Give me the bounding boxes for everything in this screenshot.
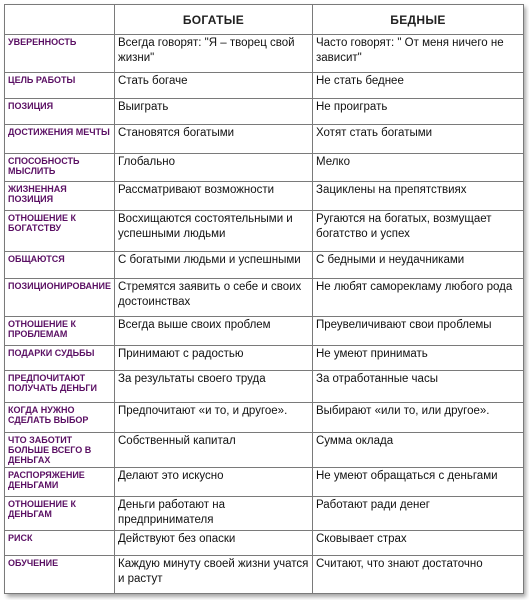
- poor-cell: Зациклены на препятствиях: [313, 182, 524, 211]
- rich-cell: Всегда говорят: "Я – творец свой жизни": [115, 35, 313, 73]
- table-row: [5, 345, 524, 371]
- poor-cell: Сковывает страх: [313, 530, 524, 556]
- table-row: [5, 99, 524, 125]
- table-row: [5, 433, 524, 468]
- poor-cell: Мелко: [313, 153, 524, 182]
- rich-vs-poor-table: [4, 4, 524, 594]
- row-label: РАСПОРЯЖЕНИЕ ДЕНЬГАМИ: [5, 468, 115, 497]
- poor-cell: Считают, что знают достаточно: [313, 556, 524, 594]
- table-row: [5, 72, 524, 99]
- poor-cell: Преувеличивают свои проблемы: [313, 316, 524, 345]
- table-row: [5, 35, 524, 73]
- poor-cell: Выбирают «или то, или другое».: [313, 402, 524, 433]
- table-row: [5, 210, 524, 251]
- table-row: [5, 496, 524, 530]
- rich-cell: Восхищаются состоятельными и успешными людьми: [115, 210, 313, 251]
- poor-cell: Ругаются на богатых, возмущает богатство и успех: [313, 210, 524, 251]
- table-row: [5, 468, 524, 497]
- row-label: СПОСОБНОСТЬ МЫСЛИТЬ: [5, 153, 115, 182]
- rich-cell: Становятся богатыми: [115, 124, 313, 153]
- rich-cell: Каждую минуту своей жизни учатся и растут: [115, 556, 313, 594]
- rich-cell: За результаты своего труда: [115, 371, 313, 403]
- rich-cell: Стать богаче: [115, 72, 313, 99]
- rich-cell: Действуют без опаски: [115, 530, 313, 556]
- table-row: [5, 530, 524, 556]
- poor-cell: Часто говорят: " От меня ничего не зависит": [313, 35, 524, 73]
- header-empty-cell: [5, 5, 115, 35]
- rich-cell: Принимают с радостью: [115, 345, 313, 371]
- rich-cell: Предпочитают «и то, и другое».: [115, 402, 313, 433]
- poor-cell: Работают ради денег: [313, 496, 524, 530]
- rich-cell: Деньги работают на предпринимателя: [115, 496, 313, 530]
- rich-cell: С богатыми людьми и успешными: [115, 251, 313, 279]
- row-label: ЦЕЛЬ РАБОТЫ: [5, 72, 115, 99]
- poor-cell: Не умеют принимать: [313, 345, 524, 371]
- table-row: [5, 251, 524, 279]
- header-rich: БОГАТЫЕ: [115, 5, 313, 35]
- table-row: [5, 153, 524, 182]
- poor-cell: Не умеют обращаться с деньгами: [313, 468, 524, 497]
- rich-cell: Собственный капитал: [115, 433, 313, 468]
- table-row: [5, 371, 524, 403]
- table-row: [5, 402, 524, 433]
- rich-cell: Выиграть: [115, 99, 313, 125]
- rich-cell: Стремятся заявить о себе и своих достоинствах: [115, 279, 313, 317]
- poor-cell: Не стать беднее: [313, 72, 524, 99]
- table-row: [5, 182, 524, 211]
- row-label: УВЕРЕННОСТЬ: [5, 35, 115, 73]
- table-row: [5, 124, 524, 153]
- row-label: ДОСТИЖЕНИЯ МЕЧТЫ: [5, 124, 115, 153]
- row-label: ОТНОШЕНИЕ К БОГАТСТВУ: [5, 210, 115, 251]
- row-label: КОГДА НУЖНО СДЕЛАТЬ ВЫБОР: [5, 402, 115, 433]
- table-row: [5, 316, 524, 345]
- poor-cell: Хотят стать богатыми: [313, 124, 524, 153]
- poor-cell: С бедными и неудачниками: [313, 251, 524, 279]
- header-poor: БЕДНЫЕ: [313, 5, 524, 35]
- row-label: ОБУЧЕНИЕ: [5, 556, 115, 594]
- table-row: [5, 556, 524, 594]
- header-row: [5, 5, 524, 35]
- row-label: ПОЗИЦИЯ: [5, 99, 115, 125]
- rich-cell: Всегда выше своих проблем: [115, 316, 313, 345]
- rich-cell: Делают это искусно: [115, 468, 313, 497]
- row-label: РИСК: [5, 530, 115, 556]
- row-label: ОТНОШЕНИЕ К ПРОБЛЕМАМ: [5, 316, 115, 345]
- poor-cell: Не любят саморекламу любого рода: [313, 279, 524, 317]
- comparison-table-frame: [4, 4, 523, 594]
- row-label: ЧТО ЗАБОТИТ БОЛЬШЕ ВСЕГО В ДЕНЬГАХ: [5, 433, 115, 468]
- row-label: ОБЩАЮТСЯ: [5, 251, 115, 279]
- rich-cell: Глобально: [115, 153, 313, 182]
- poor-cell: За отработанные часы: [313, 371, 524, 403]
- poor-cell: Сумма оклада: [313, 433, 524, 468]
- table-row: [5, 279, 524, 317]
- row-label: ПОЗИЦИОНИРОВАНИЕ: [5, 279, 115, 317]
- row-label: ПОДАРКИ СУДЬБЫ: [5, 345, 115, 371]
- row-label: ЖИЗНЕННАЯ ПОЗИЦИЯ: [5, 182, 115, 211]
- rich-cell: Рассматривают возможности: [115, 182, 313, 211]
- row-label: ОТНОШЕНИЕ К ДЕНЬГАМ: [5, 496, 115, 530]
- row-label: ПРЕДПОЧИТАЮТ ПОЛУЧАТЬ ДЕНЬГИ: [5, 371, 115, 403]
- poor-cell: Не проиграть: [313, 99, 524, 125]
